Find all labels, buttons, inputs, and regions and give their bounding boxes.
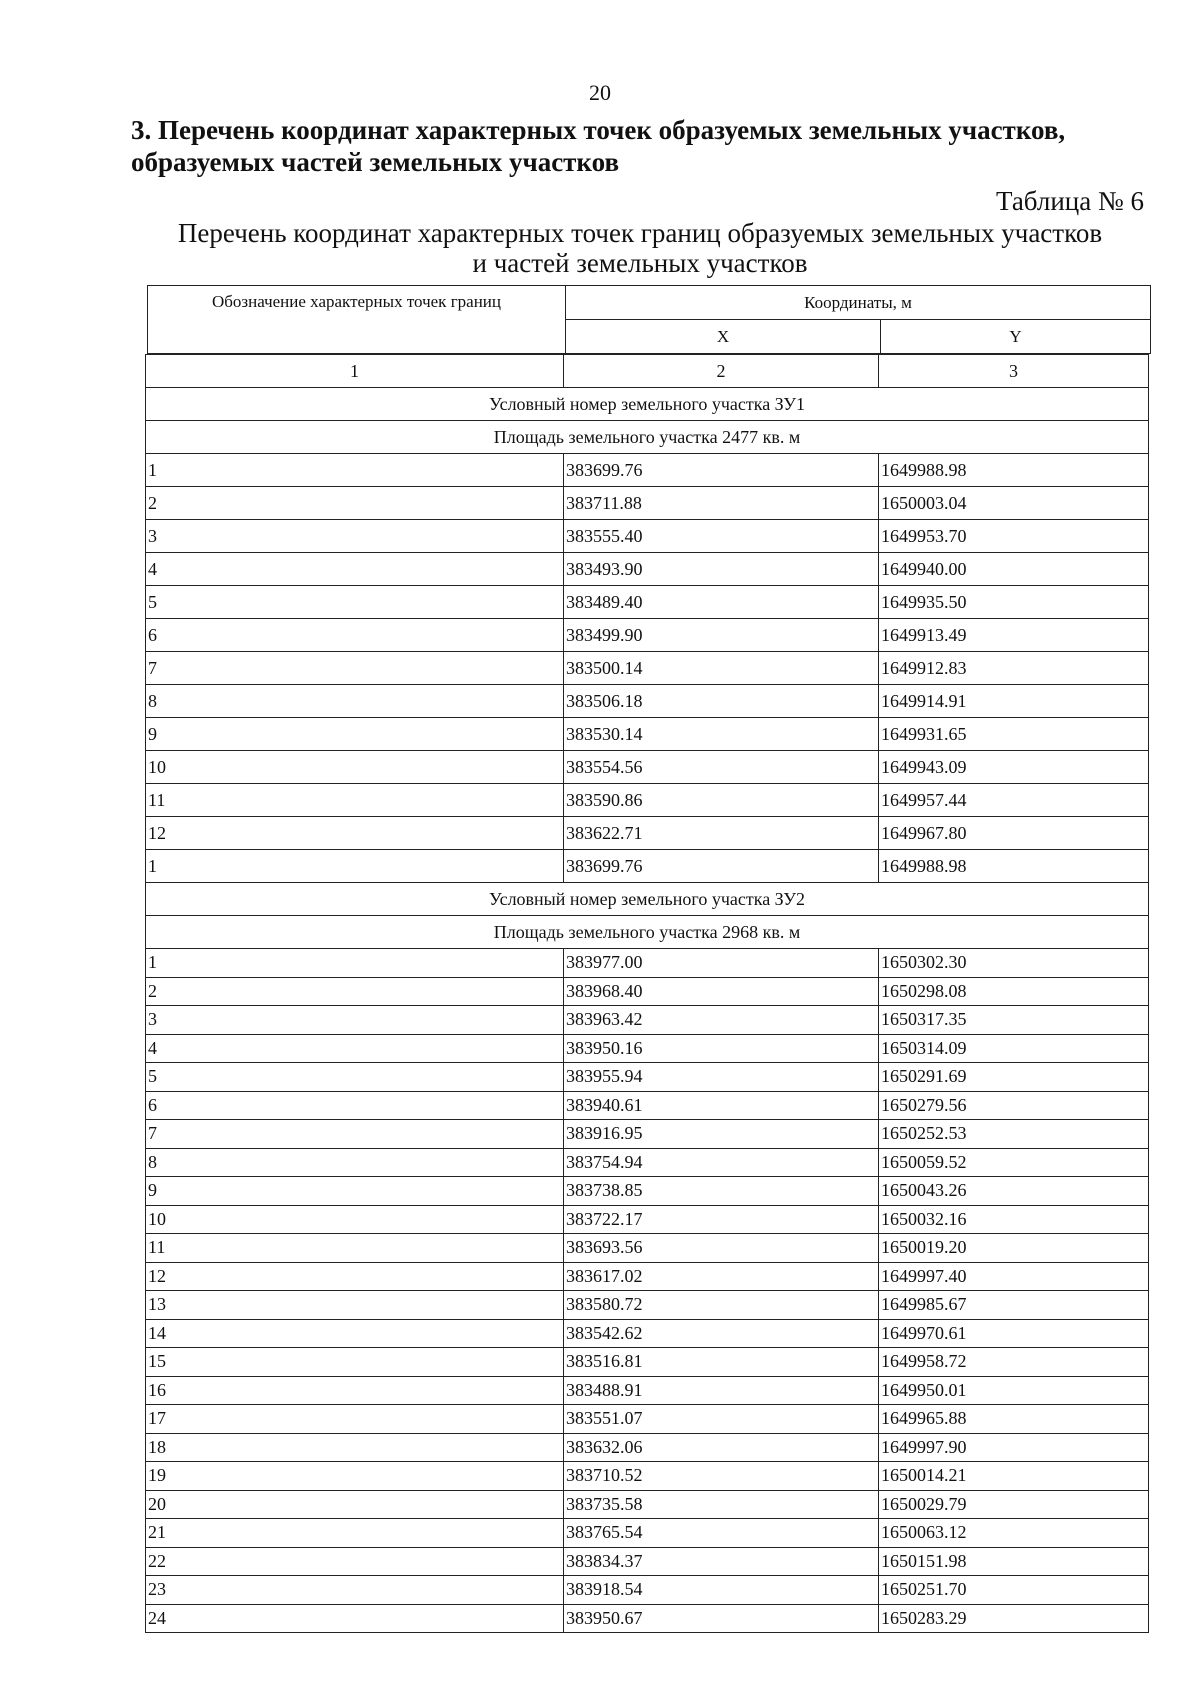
table-row — [146, 1490, 1149, 1519]
y-coordinate: 1649997.40 — [879, 1262, 1149, 1291]
y-coordinate: 1650063.12 — [879, 1519, 1149, 1548]
y-coordinate: 1650298.08 — [879, 977, 1149, 1006]
x-coordinate: 383765.54 — [564, 1519, 879, 1548]
y-coordinate: 1650003.04 — [879, 487, 1149, 520]
x-coordinate: 383699.76 — [564, 454, 879, 487]
header-x: X — [566, 320, 881, 354]
table-row — [146, 487, 1149, 520]
x-coordinate: 383555.40 — [564, 520, 879, 553]
point-number: 1 — [146, 949, 564, 978]
table-row — [146, 1604, 1149, 1633]
x-coordinate: 383950.16 — [564, 1034, 879, 1063]
table-row — [146, 1319, 1149, 1348]
table-row — [146, 1291, 1149, 1320]
point-number: 11 — [146, 784, 564, 817]
table-row — [146, 784, 1149, 817]
x-coordinate: 383955.94 — [564, 1063, 879, 1092]
point-number: 3 — [146, 1006, 564, 1035]
y-coordinate: 1650251.70 — [879, 1576, 1149, 1605]
point-number: 9 — [146, 1177, 564, 1206]
table-row — [146, 1376, 1149, 1405]
y-coordinate: 1650043.26 — [879, 1177, 1149, 1206]
y-coordinate: 1649953.70 — [879, 520, 1149, 553]
point-number: 2 — [146, 487, 564, 520]
point-number: 22 — [146, 1547, 564, 1576]
header-y: Y — [881, 320, 1151, 354]
x-coordinate: 383916.95 — [564, 1120, 879, 1149]
x-coordinate: 383834.37 — [564, 1547, 879, 1576]
point-number: 12 — [146, 817, 564, 850]
table-row — [146, 817, 1149, 850]
y-coordinate: 1650317.35 — [879, 1006, 1149, 1035]
x-coordinate: 383622.71 — [564, 817, 879, 850]
column-number-row — [146, 355, 1149, 388]
x-coordinate: 383516.81 — [564, 1348, 879, 1377]
x-coordinate: 383940.61 — [564, 1091, 879, 1120]
y-coordinate: 1649988.98 — [879, 850, 1149, 883]
y-coordinate: 1649997.90 — [879, 1433, 1149, 1462]
point-number: 18 — [146, 1433, 564, 1462]
table-row — [146, 1177, 1149, 1206]
table-row — [146, 1234, 1149, 1263]
x-coordinate: 383950.67 — [564, 1604, 879, 1633]
y-coordinate: 1650314.09 — [879, 1034, 1149, 1063]
section-heading: 3. Перечень координат характерных точек образуемых земельных участков, образуемых частей земельных участков — [131, 115, 1066, 177]
y-coordinate: 1650302.30 — [879, 949, 1149, 978]
y-coordinate: 1649931.65 — [879, 718, 1149, 751]
table-row — [146, 586, 1149, 619]
y-coordinate: 1649913.49 — [879, 619, 1149, 652]
section-area-row — [146, 421, 1149, 454]
table-row — [146, 1148, 1149, 1177]
point-number: 4 — [146, 553, 564, 586]
header-table — [147, 285, 1151, 354]
point-number: 20 — [146, 1490, 564, 1519]
y-coordinate: 1650019.20 — [879, 1234, 1149, 1263]
point-number: 6 — [146, 619, 564, 652]
x-coordinate: 383590.86 — [564, 784, 879, 817]
point-number: 1 — [146, 850, 564, 883]
section-title: Условный номер земельного участка ЗУ1 — [146, 388, 1149, 421]
point-number: 9 — [146, 718, 564, 751]
x-coordinate: 383963.42 — [564, 1006, 879, 1035]
point-number: 4 — [146, 1034, 564, 1063]
caption-line-1: Перечень координат характерных точек границ образуемых земельных участков — [177, 218, 1103, 248]
point-number: 8 — [146, 685, 564, 718]
y-coordinate: 1649957.44 — [879, 784, 1149, 817]
table-row — [146, 685, 1149, 718]
x-coordinate: 383617.02 — [564, 1262, 879, 1291]
point-number: 5 — [146, 586, 564, 619]
page-number: 20 — [589, 80, 611, 105]
x-coordinate: 383493.90 — [564, 553, 879, 586]
y-coordinate: 1649912.83 — [879, 652, 1149, 685]
point-number: 3 — [146, 520, 564, 553]
y-coordinate: 1649914.91 — [879, 685, 1149, 718]
point-number: 10 — [146, 1205, 564, 1234]
x-coordinate: 383530.14 — [564, 718, 879, 751]
x-coordinate: 383693.56 — [564, 1234, 879, 1263]
x-coordinate: 383632.06 — [564, 1433, 879, 1462]
x-coordinate: 383977.00 — [564, 949, 879, 978]
table-row — [146, 1576, 1149, 1605]
section-title: Условный номер земельного участка ЗУ2 — [146, 883, 1149, 916]
table-row — [146, 1462, 1149, 1491]
x-coordinate: 383499.90 — [564, 619, 879, 652]
x-coordinate: 383918.54 — [564, 1576, 879, 1605]
table-caption — [130, 218, 1150, 278]
x-coordinate: 383580.72 — [564, 1291, 879, 1320]
point-number: 6 — [146, 1091, 564, 1120]
table-row — [146, 454, 1149, 487]
x-coordinate: 383754.94 — [564, 1148, 879, 1177]
y-coordinate: 1649943.09 — [879, 751, 1149, 784]
y-coordinate: 1649950.01 — [879, 1376, 1149, 1405]
y-coordinate: 1650029.79 — [879, 1490, 1149, 1519]
table-row — [146, 1006, 1149, 1035]
point-number: 7 — [146, 1120, 564, 1149]
table-row — [146, 1205, 1149, 1234]
y-coordinate: 1650151.98 — [879, 1547, 1149, 1576]
y-coordinate: 1650279.56 — [879, 1091, 1149, 1120]
section-title-row — [146, 883, 1149, 916]
x-coordinate: 383738.85 — [564, 1177, 879, 1206]
x-coordinate: 383699.76 — [564, 850, 879, 883]
point-number: 16 — [146, 1376, 564, 1405]
header-coordinates: Координаты, м — [566, 286, 1151, 320]
x-coordinate: 383735.58 — [564, 1490, 879, 1519]
table-row — [146, 1519, 1149, 1548]
y-coordinate: 1649935.50 — [879, 586, 1149, 619]
y-coordinate: 1649985.67 — [879, 1291, 1149, 1320]
table-row — [146, 751, 1149, 784]
table-row — [146, 1091, 1149, 1120]
x-coordinate: 383711.88 — [564, 487, 879, 520]
table-row — [146, 1262, 1149, 1291]
point-number: 7 — [146, 652, 564, 685]
point-number: 14 — [146, 1319, 564, 1348]
x-coordinate: 383551.07 — [564, 1405, 879, 1434]
y-coordinate: 1650032.16 — [879, 1205, 1149, 1234]
x-coordinate: 383506.18 — [564, 685, 879, 718]
point-number: 2 — [146, 977, 564, 1006]
table-row — [146, 652, 1149, 685]
y-coordinate: 1650014.21 — [879, 1462, 1149, 1491]
point-number: 19 — [146, 1462, 564, 1491]
point-number: 23 — [146, 1576, 564, 1605]
table-row — [146, 850, 1149, 883]
table-row — [146, 520, 1149, 553]
column-number: 2 — [564, 355, 879, 388]
table-row — [146, 1547, 1149, 1576]
y-coordinate: 1650252.53 — [879, 1120, 1149, 1149]
point-number: 11 — [146, 1234, 564, 1263]
section-area-row — [146, 916, 1149, 949]
table-row — [146, 553, 1149, 586]
point-number: 12 — [146, 1262, 564, 1291]
y-coordinate: 1649965.88 — [879, 1405, 1149, 1434]
point-number: 13 — [146, 1291, 564, 1320]
y-coordinate: 1649940.00 — [879, 553, 1149, 586]
table-number: Таблица № 6 — [996, 186, 1144, 216]
section-area: Площадь земельного участка 2477 кв. м — [146, 421, 1149, 454]
x-coordinate: 383722.17 — [564, 1205, 879, 1234]
y-coordinate: 1649970.61 — [879, 1319, 1149, 1348]
point-number: 8 — [146, 1148, 564, 1177]
section-area: Площадь земельного участка 2968 кв. м — [146, 916, 1149, 949]
y-coordinate: 1649958.72 — [879, 1348, 1149, 1377]
header-points-designation: Обозначение характерных точек границ — [148, 286, 566, 354]
y-coordinate: 1650283.29 — [879, 1604, 1149, 1633]
section-title-row — [146, 388, 1149, 421]
point-number: 17 — [146, 1405, 564, 1434]
point-number: 5 — [146, 1063, 564, 1092]
column-number: 1 — [146, 355, 564, 388]
table-row — [146, 1120, 1149, 1149]
x-coordinate: 383554.56 — [564, 751, 879, 784]
x-coordinate: 383710.52 — [564, 1462, 879, 1491]
y-coordinate: 1650059.52 — [879, 1148, 1149, 1177]
x-coordinate: 383968.40 — [564, 977, 879, 1006]
coordinates-table — [145, 354, 1149, 1633]
x-coordinate: 383488.91 — [564, 1376, 879, 1405]
y-coordinate: 1649967.80 — [879, 817, 1149, 850]
point-number: 1 — [146, 454, 564, 487]
table-row — [146, 949, 1149, 978]
table-row — [146, 1405, 1149, 1434]
table-row — [146, 1034, 1149, 1063]
table-row — [146, 1348, 1149, 1377]
caption-line-2: и частей земельных участков — [472, 248, 808, 278]
y-coordinate: 1650291.69 — [879, 1063, 1149, 1092]
point-number: 24 — [146, 1604, 564, 1633]
table-row — [146, 1433, 1149, 1462]
x-coordinate: 383542.62 — [564, 1319, 879, 1348]
table-row — [146, 718, 1149, 751]
table-row — [146, 619, 1149, 652]
point-number: 21 — [146, 1519, 564, 1548]
table-row — [146, 1063, 1149, 1092]
y-coordinate: 1649988.98 — [879, 454, 1149, 487]
table-row — [146, 977, 1149, 1006]
column-number: 3 — [879, 355, 1149, 388]
x-coordinate: 383500.14 — [564, 652, 879, 685]
point-number: 10 — [146, 751, 564, 784]
point-number: 15 — [146, 1348, 564, 1377]
x-coordinate: 383489.40 — [564, 586, 879, 619]
